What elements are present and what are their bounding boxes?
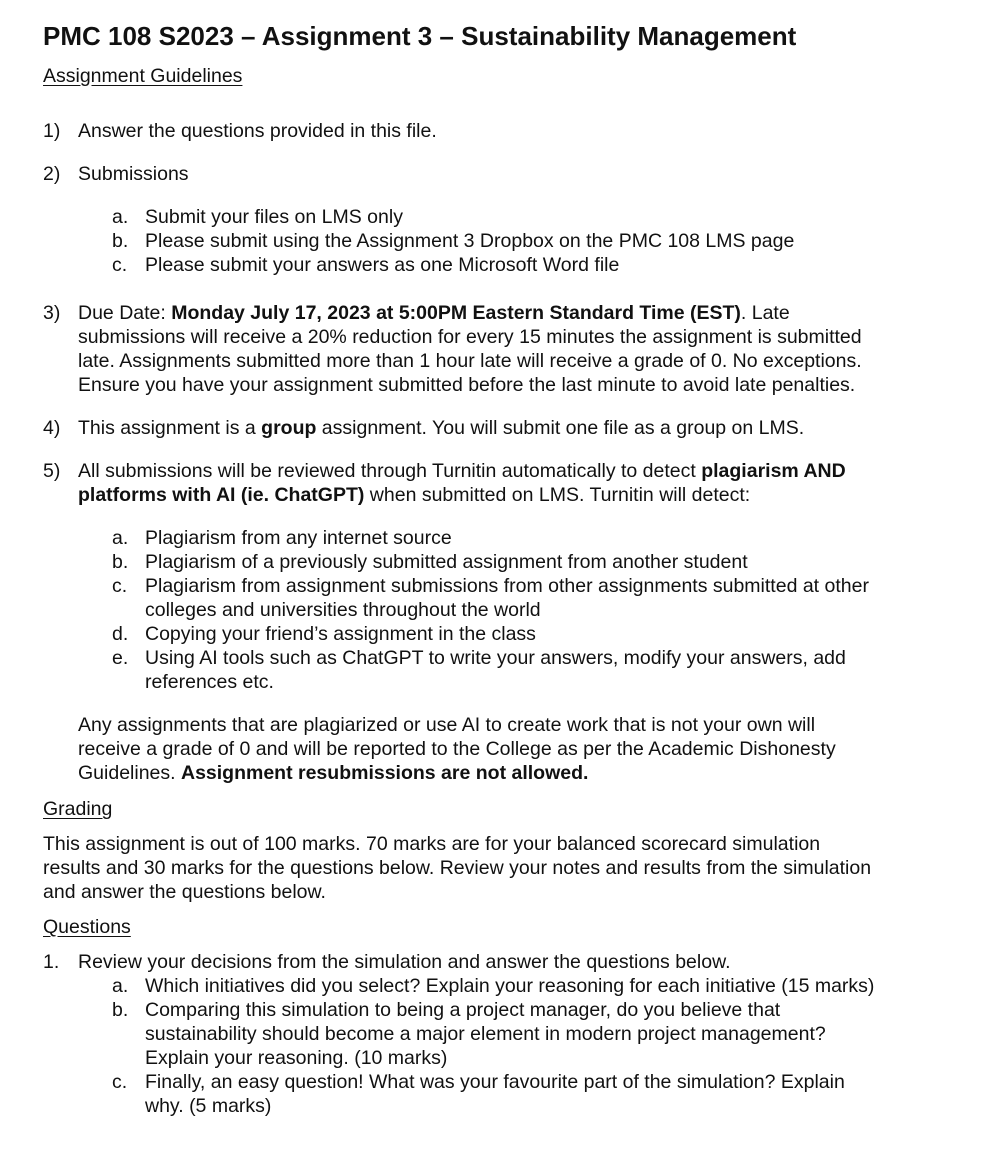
questions-heading: Questions: [43, 916, 131, 938]
sub-item-text: Using AI tools such as ChatGPT to write your answers, modify your answers, add: [145, 647, 846, 669]
question-sub-text-line: why. (5 marks): [145, 1095, 272, 1117]
grading-text: This assignment is out of 100 marks. 70 marks are for your balanced scorecard simulation: [43, 833, 821, 855]
sub-item-text: Copying your friend’s assignment in the class: [145, 623, 536, 645]
sub-letter: b.: [112, 551, 129, 573]
sub-letter: b.: [112, 230, 129, 252]
sub-letter: c.: [112, 575, 128, 597]
question-sub-text: Finally, an easy question! What was your favourite part of the simulation? Explain: [145, 1071, 845, 1093]
grading-heading: Grading: [43, 798, 113, 820]
item-text: All submissions will be reviewed through Turnitin automatically to detect plagiarism AND: [78, 460, 846, 482]
sub-letter: c.: [112, 254, 128, 276]
item-number: 4): [43, 417, 61, 439]
sub-letter: b.: [112, 999, 129, 1021]
item-text-line: submissions will receive a 20% reduction for every 15 minutes the assignment is submitted: [78, 326, 862, 348]
item-text: Submissions: [78, 163, 189, 185]
dishonesty-paragraph: Any assignments that are plagiarized or use AI to create work that is not your own will: [78, 714, 816, 736]
sub-item-text: Submit your files on LMS only: [145, 206, 403, 228]
item-text-line: platforms with AI (ie. ChatGPT) when submitted on LMS. Turnitin will detect:: [78, 484, 751, 506]
sub-letter: a.: [112, 975, 129, 997]
grading-text: results and 30 marks for the questions below. Review your notes and results from the simulation: [43, 857, 872, 879]
sub-letter: d.: [112, 623, 129, 645]
document-title: PMC 108 S2023 – Assignment 3 – Sustainability Management: [43, 21, 797, 51]
item-text-line: Ensure you have your assignment submitted before the last minute to avoid late penalties.: [78, 374, 856, 396]
guidelines-heading: Assignment Guidelines: [43, 65, 243, 87]
question-sub-text: Comparing this simulation to being a project manager, do you believe that: [145, 999, 781, 1021]
grading-text: and answer the questions below.: [43, 881, 326, 903]
item-number: 1): [43, 120, 61, 142]
item-number: 2): [43, 163, 61, 185]
sub-item-text: Plagiarism of a previously submitted assignment from another student: [145, 551, 748, 573]
item-text-line: late. Assignments submitted more than 1 hour late will receive a grade of 0. No exceptions.: [78, 350, 862, 372]
question-sub-text: Which initiatives did you select? Explain your reasoning for each initiative (15 marks): [145, 975, 875, 997]
question-sub-text-line: sustainability should become a major element in modern project management?: [145, 1023, 826, 1045]
sub-letter: a.: [112, 206, 129, 228]
sub-item-text: Plagiarism from any internet source: [145, 527, 452, 549]
sub-item-text-line: references etc.: [145, 671, 274, 693]
sub-letter: e.: [112, 647, 129, 669]
sub-item-text: Plagiarism from assignment submissions from other assignments submitted at other: [145, 575, 869, 597]
item-text: Due Date: Monday July 17, 2023 at 5:00PM Eastern Standard Time (EST). Late: [78, 302, 790, 324]
sub-item-text: Please submit using the Assignment 3 Dropbox on the PMC 108 LMS page: [145, 230, 795, 252]
dishonesty-paragraph: Guidelines. Assignment resubmissions are not allowed.: [78, 762, 589, 784]
sub-letter: c.: [112, 1071, 128, 1093]
dishonesty-paragraph: receive a grade of 0 and will be reported to the College as per the Academic Dishonesty: [78, 738, 836, 760]
item-number: 5): [43, 460, 61, 482]
item-text: Answer the questions provided in this file.: [78, 120, 437, 142]
question-text: Review your decisions from the simulation and answer the questions below.: [78, 951, 731, 973]
question-number: 1.: [43, 951, 60, 973]
sub-item-text-line: colleges and universities throughout the world: [145, 599, 541, 621]
due-date: Monday July 17, 2023 at 5:00PM Eastern Standard Time (EST): [171, 302, 741, 324]
sub-letter: a.: [112, 527, 129, 549]
item-number: 3): [43, 302, 61, 324]
item-text: This assignment is a group assignment. You will submit one file as a group on LMS.: [78, 417, 805, 439]
question-sub-text-line: Explain your reasoning. (10 marks): [145, 1047, 448, 1069]
sub-item-text: Please submit your answers as one Microsoft Word file: [145, 254, 620, 276]
